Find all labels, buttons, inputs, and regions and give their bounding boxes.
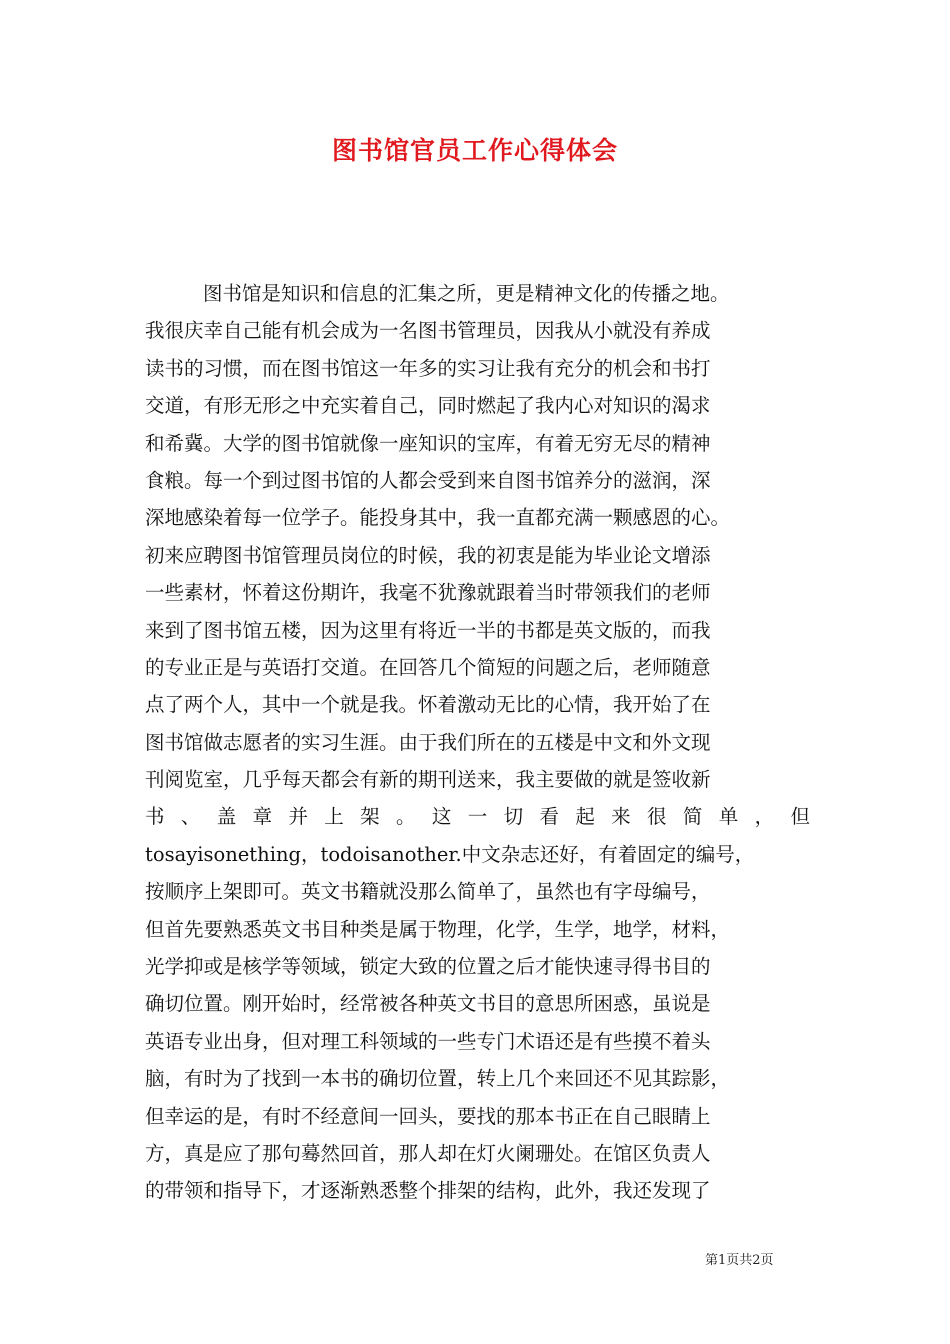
paragraph-line: 交道，有形无形之中充实着自己，同时燃起了我内心对知识的渴求 [145,394,711,418]
paragraph-line: 但幸运的是，有时不经意间一回头，要找的那本书正在自己眼睛上 [145,1104,711,1128]
justified-char: 。 [396,805,416,829]
justified-char: 盖 [216,805,237,829]
justified-char: 并 [288,805,308,829]
document-title: 图书馆官员工作心得体会 [331,136,618,165]
justified-char: 这 [431,805,452,829]
paragraph-line: 深地感染着每一位学子。能投身其中，我一直都充满一颗感恩的心。 [145,506,731,530]
paragraph-line: 图书馆做志愿者的实习生涯。由于我们所在的五楼是中文和外文现 [145,730,711,754]
paragraph-line: 按顺序上架即可。英文书籍就没那么简单了，虽然也有字母编号， [145,880,711,904]
paragraph-line: 食粮。每一个到过图书馆的人都会受到来自图书馆养分的滋润，深 [145,468,711,492]
paragraph-line: 光学抑或是核学等领域，锁定大致的位置之后才能快速寻得书目的 [145,955,711,979]
justified-char: 、 [180,805,201,829]
paragraph-line: 的带领和指导下，才逐渐熟悉整个排架的结构，此外，我还发现了 [145,1179,711,1203]
justified-char: 一 [467,805,488,829]
paragraph-line: 方，真是应了那句蓦然回首，那人却在灯火阑珊处。在馆区负责人 [145,1141,711,1165]
justified-char: 起 [575,805,595,829]
justified-char: 单 [718,805,739,829]
justified-char: 书 [145,805,165,829]
document-body [145,275,810,1210]
justified-char: 来 [611,805,631,829]
paragraph-line: 的专业正是与英语打交道。在回答几个简短的问题之后，老师随意 [145,655,711,679]
justified-char: 很 [647,805,667,829]
justified-char: 看 [539,805,559,829]
justified-char: ， [754,805,775,829]
paragraph-line: 但首先要熟悉英文书目种类是属于物理，化学，生学，地学，材料， [145,917,731,941]
paragraph-line: 图书馆是知识和信息的汇集之所，更是精神文化的传播之地。 [203,282,730,305]
paragraph-line: 点了两个人，其中一个就是我。怀着激动无比的心情，我开始了在 [145,693,711,717]
paragraph-line: 确切位置。刚开始时，经常被各种英文书目的意思所困惑，虽说是 [145,992,711,1016]
paragraph-line-justified [145,798,810,835]
paragraph-line: 脑，有时为了找到一本书的确切位置，转上几个来回还不见其踪影， [145,1067,731,1091]
justified-char: 但 [790,805,810,829]
paragraph-line: 英语专业出身，但对理工科领域的一些专门术语还是有些摸不着头 [145,1029,711,1053]
paragraph-line: 读书的习惯，而在图书馆这一年多的实习让我有充分的机会和书打 [145,356,711,380]
paragraph-line: 初来应聘图书馆管理员岗位的时候，我的初衷是能为毕业论文增添 [145,543,711,567]
paragraph-line: tosayisonething，todoisanother.中文杂志还好，有着固定的编号， [145,842,755,866]
justified-char: 简 [682,805,703,829]
justified-char: 上 [324,805,344,829]
justified-char: 架 [360,805,380,829]
justified-char: 切 [503,805,524,829]
paragraph-line: 一些素材，怀着这份期许，我毫不犹豫就跟着当时带领我们的老师 [145,581,711,605]
paragraph-line: 刊阅览室，几乎每天都会有新的期刊送来，我主要做的就是签收新 [145,768,711,792]
paragraph-line: 和希冀。大学的图书馆就像一座知识的宝库，有着无穷无尽的精神 [145,431,711,455]
paragraph-line: 来到了图书馆五楼，因为这里有将近一半的书都是英文版的，而我 [145,618,711,642]
page-number: 第1页共2页 [705,1253,774,1268]
justified-char: 章 [252,805,273,829]
paragraph-line: 我很庆幸自己能有机会成为一名图书管理员，因我从小就没有养成 [145,319,711,343]
